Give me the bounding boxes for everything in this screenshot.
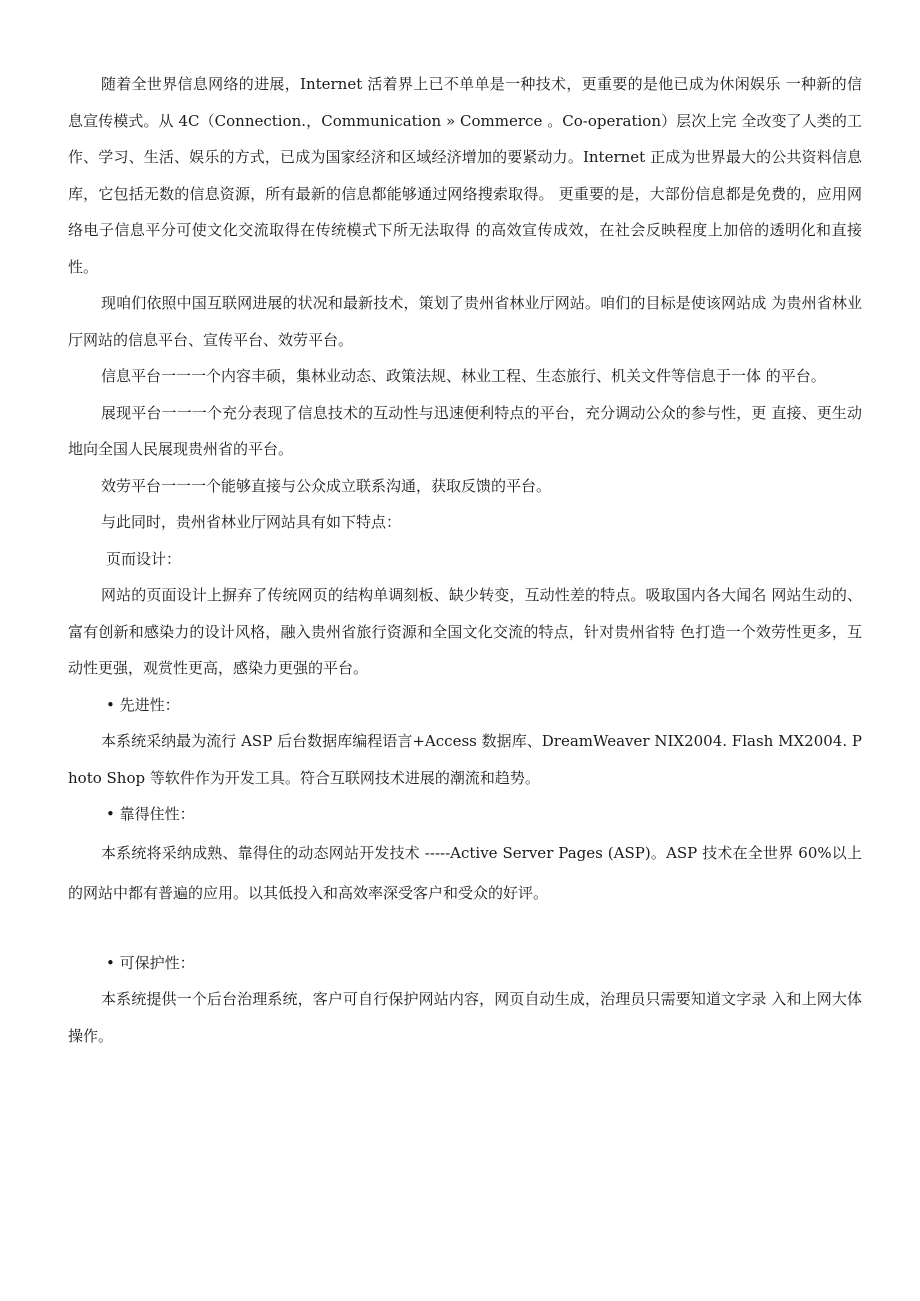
paragraph-maintainability: 本系统提供一个后台治理系统，客户可自行保护网站内容，网页自动生成，治理员只需要知道文字录 入和上网大体操作。 [68,990,862,1045]
heading-advanced: • 先进性： [106,695,180,714]
paragraph-display-platform: 展现平台一一一个充分表现了信息技术的互动性与迅速便利特点的平台，充分调动公众的参与性，更 直接、更生动地向全国人民展现贵州省的平台。 [68,403,862,458]
paragraph-website-goal: 现咱们依照中国互联网进展的状况和最新技术，策划了贵州省林业厅网站。咱们的目标是使该网站成 为贵州省林业厅网站的信息平台、宣传平台、效劳平台。 [68,294,862,349]
heading-page-design: 页而设计： [106,549,182,568]
paragraph-features-intro: 与此同时，贵州省林业厅网站具有如下特点： [101,513,402,531]
paragraph-page-design: 网站的页面设计上摒弃了传统网页的结构单调刻板、缺少转变，互动性差的特点。吸取国内各大闻名 网站生动的、富有创新和感染力的设计风格，融入贵州省旅行资源和全国文化交流的特点，针对贵州省特 色打造一个效劳性更多，互动性更强，观赏性更高，感染力更强的平台。 [68,586,862,677]
heading-maintainability: • 可保护性： [106,953,195,972]
paragraph-reliability: 本系统将采纳成熟、靠得住的动态网站开发技术 -----Active Server Pages (ASP)。ASP 技术在全世界 60%以上的网站中都有普遍的应用。以其低投入和高效率深受客户和受众的好评。 [68,843,862,902]
paragraph-info-platform: 信息平台一一一个内容丰硕，集林业动态、政策法规、林业工程、生态旅行、机关文件等信息于一体 的平台。 [101,367,826,385]
paragraph-intro: 随着全世界信息网络的进展，Internet 活着界上已不单单是一种技术，更重要的是他已成为休闲娱乐 一种新的信息宣传模式。从 4C（Connection.，Communication » Commerce 。Co-operation）层次上完 全改变了人类的工作、学习、生活、娱乐的方式，已成为国家经济和区域经济增加的要紧动力。Internet 正成为世界最大的公共资料信息库，它包括无数的信息资源，所有最新的信息都能够通过网络搜索取得。 更重要的是，大部份信息都是免费的，应用网络电子信息平分可使文化交流取得在传统模式下所无法取得 的高效宣传成效，在社会反映程度上加倍的透明化和直接性。 [68,75,862,276]
paragraph-advanced: 本系统采纳最为流行 ASP 后台数据库编程语言+Access 数据库、DreamWeaver NIX2004. Flash MX2004. Photo Shop 等软件作为开发工具。符合互联网技术进展的潮流和趋势。 [68,732,862,787]
heading-reliability: • 靠得住性： [106,805,195,823]
paragraph-service-platform: 效劳平台一一一个能够直接与公众成立联系沟通，获取反馈的平台。 [101,476,552,495]
